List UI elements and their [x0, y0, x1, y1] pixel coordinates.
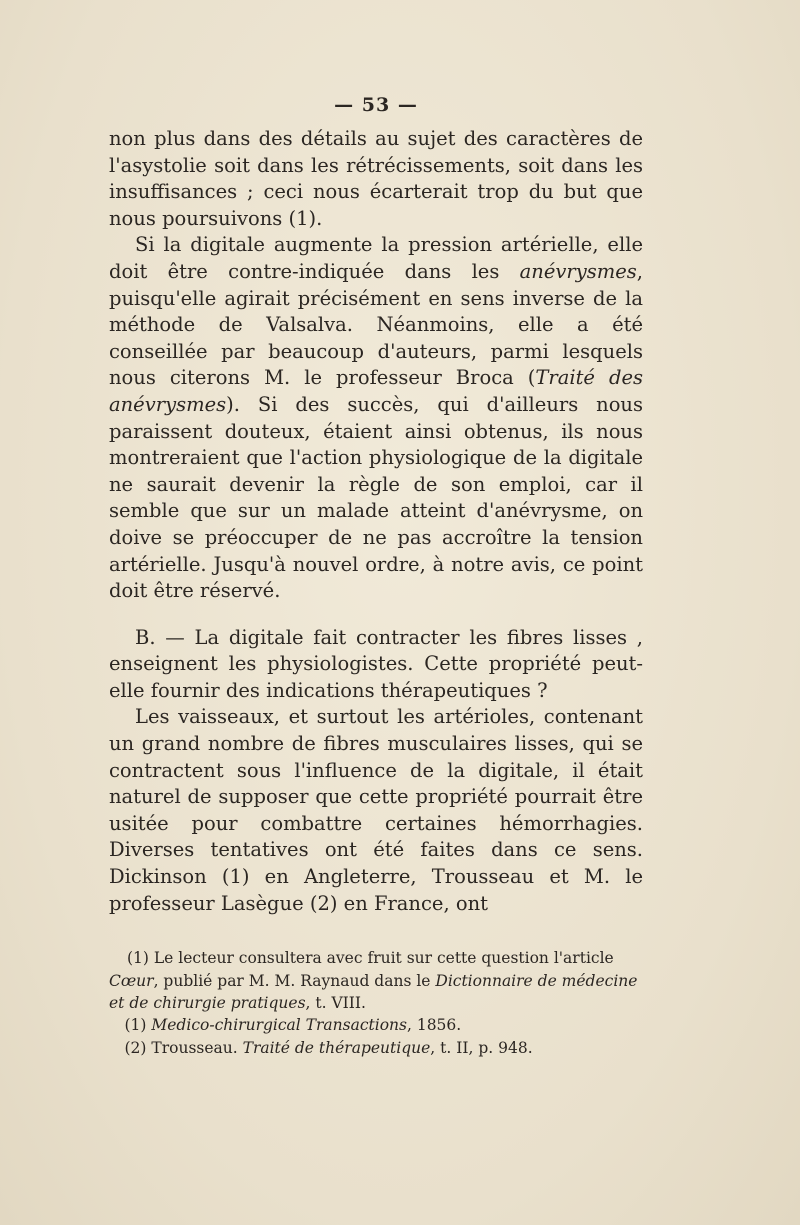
paragraph-section-b: B. — La digitale fait contracter les fibres lisses , enseignent les physiologistes. Cette propriété peut-elle fournir des indications thérapeutiques ?: [109, 625, 643, 702]
paragraph-vaisseaux: Les vaisseaux, et surtout les artérioles, contenant un grand nombre de fibres musculaires lisses, qui se contractent sous l'influence de la digitale, il était naturel de supposer que cette propriété pourrait être usitée pour combattre certaines hémorrhagies. Diverses tentatives ont été faites dans ce sens. Dickinson (1) en Angleterre, Trousseau et M. le professeur Lasègue (2) en France, ont: [109, 705, 643, 915]
body-text: [109, 126, 643, 917]
book-page: [109, 90, 643, 1059]
footnote-1: (1) Le lecteur consultera avec fruit sur cette question l'article Cœur, publié par M. M. Raynaud dans le Dictionnaire de médecine et de chirurgie pratiques, t. VIII.: [109, 949, 638, 1013]
footnote-3: (2) Trousseau. Traité de thérapeutique, t. II, p. 948.: [124, 1038, 533, 1057]
paragraph-digitale-anevrysmes: Si la digitale augmente la pression artérielle, elle doit être contre-indiquée dans les anévrysmes, puisqu'elle agirait précisément en sens inverse de la méthode de Valsalva. Néanmoins, elle a été conseillée par beaucoup d'auteurs, parmi lesquels nous citerons M. le professeur Broca (Traité des anévrysmes). Si des succès, qui d'ailleurs nous paraissent douteux, étaient ainsi obtenus, ils nous montreraient que l'action physiologique de la digitale ne saurait devenir la règle de son emploi, car il semble que sur un malade atteint d'anévrysme, on doive se préoccuper de ne pas accroître la tension artérielle. Jusqu'à nouvel ordre, à notre avis, ce point doit être réservé.: [109, 233, 643, 603]
paragraph-continuation: non plus dans des détails au sujet des caractères de l'asystolie soit dans les rétrécissements, soit dans les insuffisances ; ceci nous écarterait trop du but que nous poursuivons (1).: [109, 127, 643, 230]
footnote-2: (1) Medico-chirurgical Transactions, 1856.: [124, 1016, 462, 1035]
page-number: — 53 —: [334, 94, 418, 116]
footnotes: [109, 947, 643, 1059]
